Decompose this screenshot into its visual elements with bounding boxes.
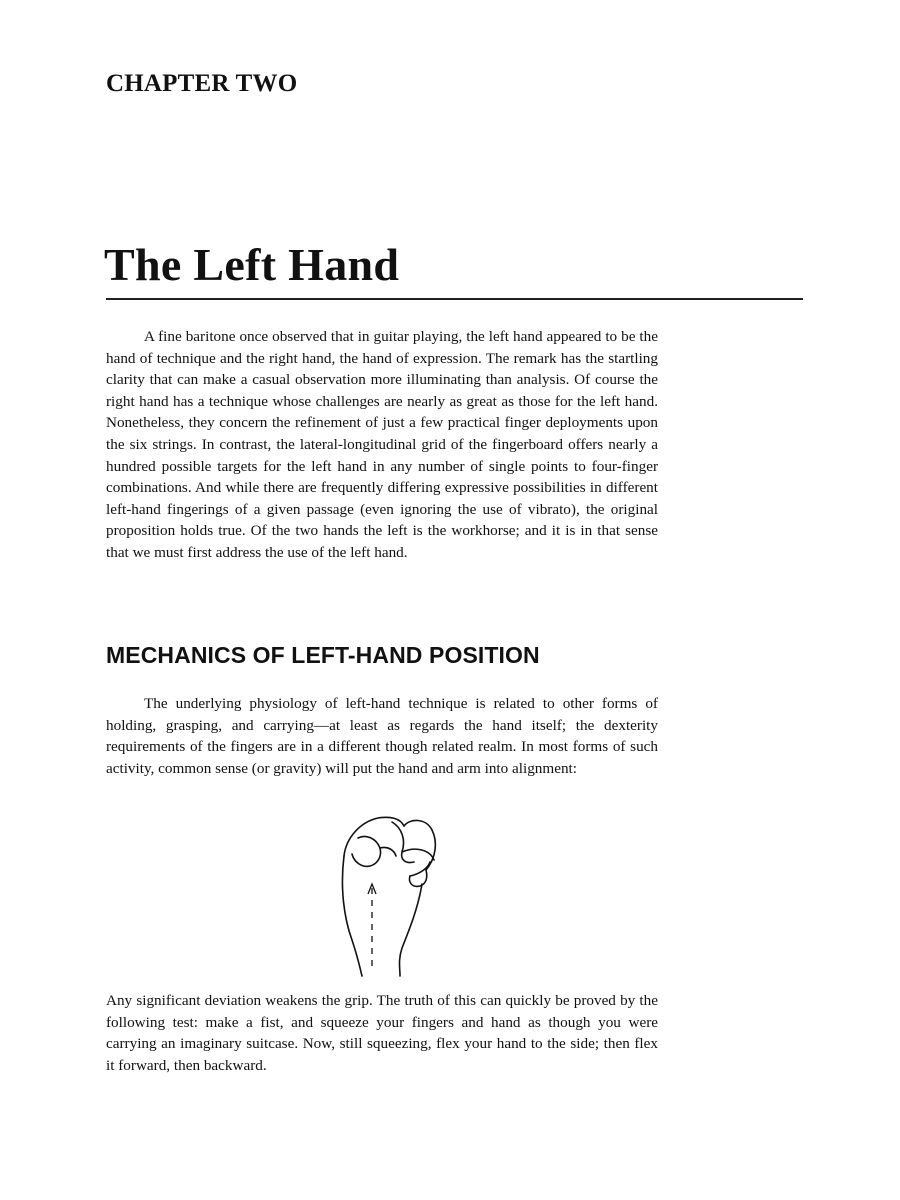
chapter-title: The Left Hand — [104, 239, 400, 290]
section-heading: MECHANICS OF LEFT-HAND POSITION — [106, 642, 540, 668]
grip-paragraph: Any significant deviation weakens the grip. The truth of this can quickly be proved by the following test: make a fist, and squeeze your fingers and hand as though you were carrying an imaginary suitcase. Now, still squeezing, flex your hand to the side; then flex it forward, then backward. — [106, 992, 658, 1074]
mechanics-paragraph: The underlying physiology of left-hand technique is related to other forms of holding, grasping, and carrying—at least as regards the hand itself; the dexterity requirements of the fingers are in a different though related realm. In most forms of such activity, common sense (or gravity) will put the hand and arm into alignment: — [106, 695, 658, 777]
chapter-label: CHAPTER TWO — [106, 70, 298, 97]
fist-icon — [330, 808, 450, 983]
fist-alignment-figure — [330, 808, 450, 983]
intro-paragraph: A fine baritone once observed that in guitar playing, the left hand appeared to be the hand of technique and the right hand, the hand of expression. The remark has the startling clarity that can make a casual observation more illuminating than analysis. Of course the right hand has a technique whose challenges are nearly as great as those for the left hand. Nonetheless, they concern the refinement of just a few practical finger deployments upon the six strings. In contrast, the lateral-longitudinal grid of the fingerboard offers nearly a hundred possible targets for the left hand in any number of single points to four-finger combinations. And while there are frequently differing expressive possibilities in different left-hand fingerings of a given passage (even ignoring the use of vibrato), the original proposition holds true. Of the two hands the left is the workhorse; and it is in that sense that we must first address the use of the left hand. — [106, 328, 658, 561]
title-divider — [106, 298, 803, 300]
